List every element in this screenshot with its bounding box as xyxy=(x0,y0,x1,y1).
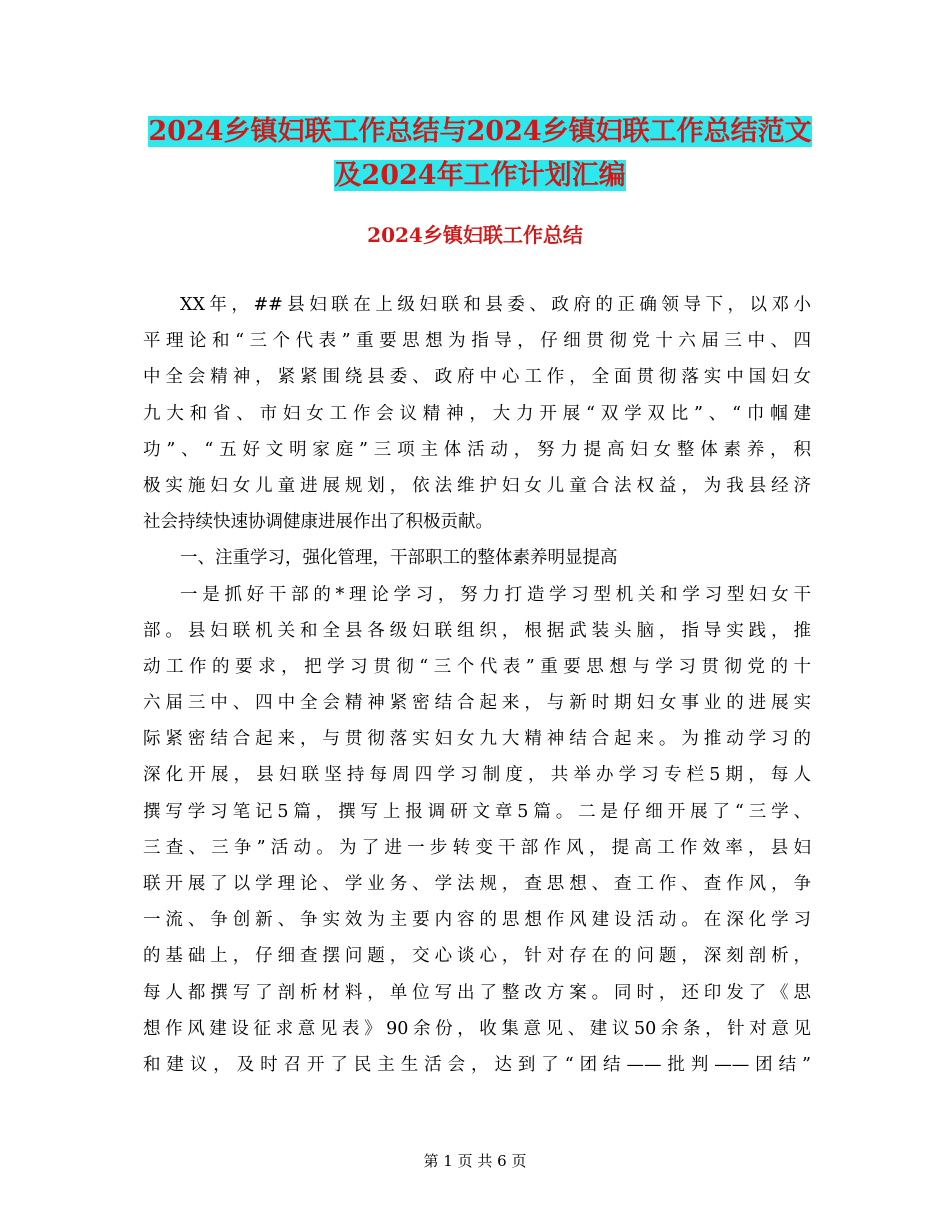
body-line: 一流、争创新、争实效为主要内容的思想作风建设活动。在深化学习 xyxy=(143,910,811,931)
body-line: 极实施妇女儿童进展规划，依法维护妇女儿童合法权益，为我县经济 xyxy=(143,475,811,496)
body-line: 平理论和“三个代表”重要思想为指导，仔细贯彻党十六届三中、四 xyxy=(143,331,811,352)
body-line: 功”、“五好文明家庭”三项主体活动，努力提高妇女整体素养，积 xyxy=(143,439,811,460)
body-line: 际紧密结合起来，与贯彻落实妇女九大精神结合起来。为推动学习的 xyxy=(143,729,811,750)
body-line: 动工作的要求，把学习贯彻“三个代表”重要思想与学习贯彻党的十 xyxy=(143,656,811,677)
section-title: 2024乡镇妇联工作总结 xyxy=(367,223,583,247)
document-title-line2 xyxy=(140,154,820,198)
body-line: 每人都撰写了剖析材料，单位写出了整改方案。同时，还印发了《思 xyxy=(143,982,811,1003)
body-line: 社会持续快速协调健康进展作出了积极贡献。 xyxy=(143,512,493,533)
body-line: 联开展了以学理论、学业务、学法规，查思想、查工作、查作风，争 xyxy=(143,874,811,894)
body-line: 中全会精神，紧紧围绕县委、政府中心工作，全面贯彻落实中国妇女 xyxy=(143,367,811,388)
body-line: 一是抓好干部的*理论学习，努力打造学习型机关和学习型妇女干 xyxy=(180,584,811,605)
body-line: 深化开展，县妇联坚持每周四学习制度，共举办学习专栏5期，每人 xyxy=(143,765,811,786)
page-footer: 第 1 页 共 6 页 xyxy=(423,1152,527,1170)
body-text xyxy=(143,287,811,1083)
body-line: 一、注重学习，强化管理，干部职工的整体素养明显提高 xyxy=(180,548,618,569)
body-line: 部。县妇联机关和全县各级妇联组织，根据武装头脑，指导实践，推 xyxy=(143,620,811,641)
body-line: XX年，##县妇联在上级妇联和县委、政府的正确领导下，以邓小 xyxy=(180,295,811,315)
body-line: 想作风建设征求意见表》90余份，收集意见、建议50余条，针对意见 xyxy=(143,1018,811,1039)
body-line: 三查、三争”活动。为了进一步转变干部作风，提高工作效率，县妇 xyxy=(143,837,811,858)
body-line: 的基础上，仔细查摆问题，交心谈心，针对存在的问题，深刻剖析， xyxy=(143,946,811,967)
body-line: 九大和省、市妇女工作会议精神，大力开展“双学双比”、“巾帼建 xyxy=(143,403,811,424)
body-line: 和建议，及时召开了民主生活会，达到了“团结——批判——团结” xyxy=(143,1054,811,1075)
title-highlight-2: 及2024年工作计划汇编 xyxy=(334,160,626,191)
body-line: 六届三中、四中全会精神紧密结合起来，与新时期妇女事业的进展实 xyxy=(143,693,811,714)
document-title-line1 xyxy=(140,110,820,154)
body-line: 撰写学习笔记5篇，撰写上报调研文章5篇。二是仔细开展了“三学、 xyxy=(143,801,811,822)
title-highlight-1: 2024乡镇妇联工作总结与2024乡镇妇联工作总结范文 xyxy=(148,116,812,147)
